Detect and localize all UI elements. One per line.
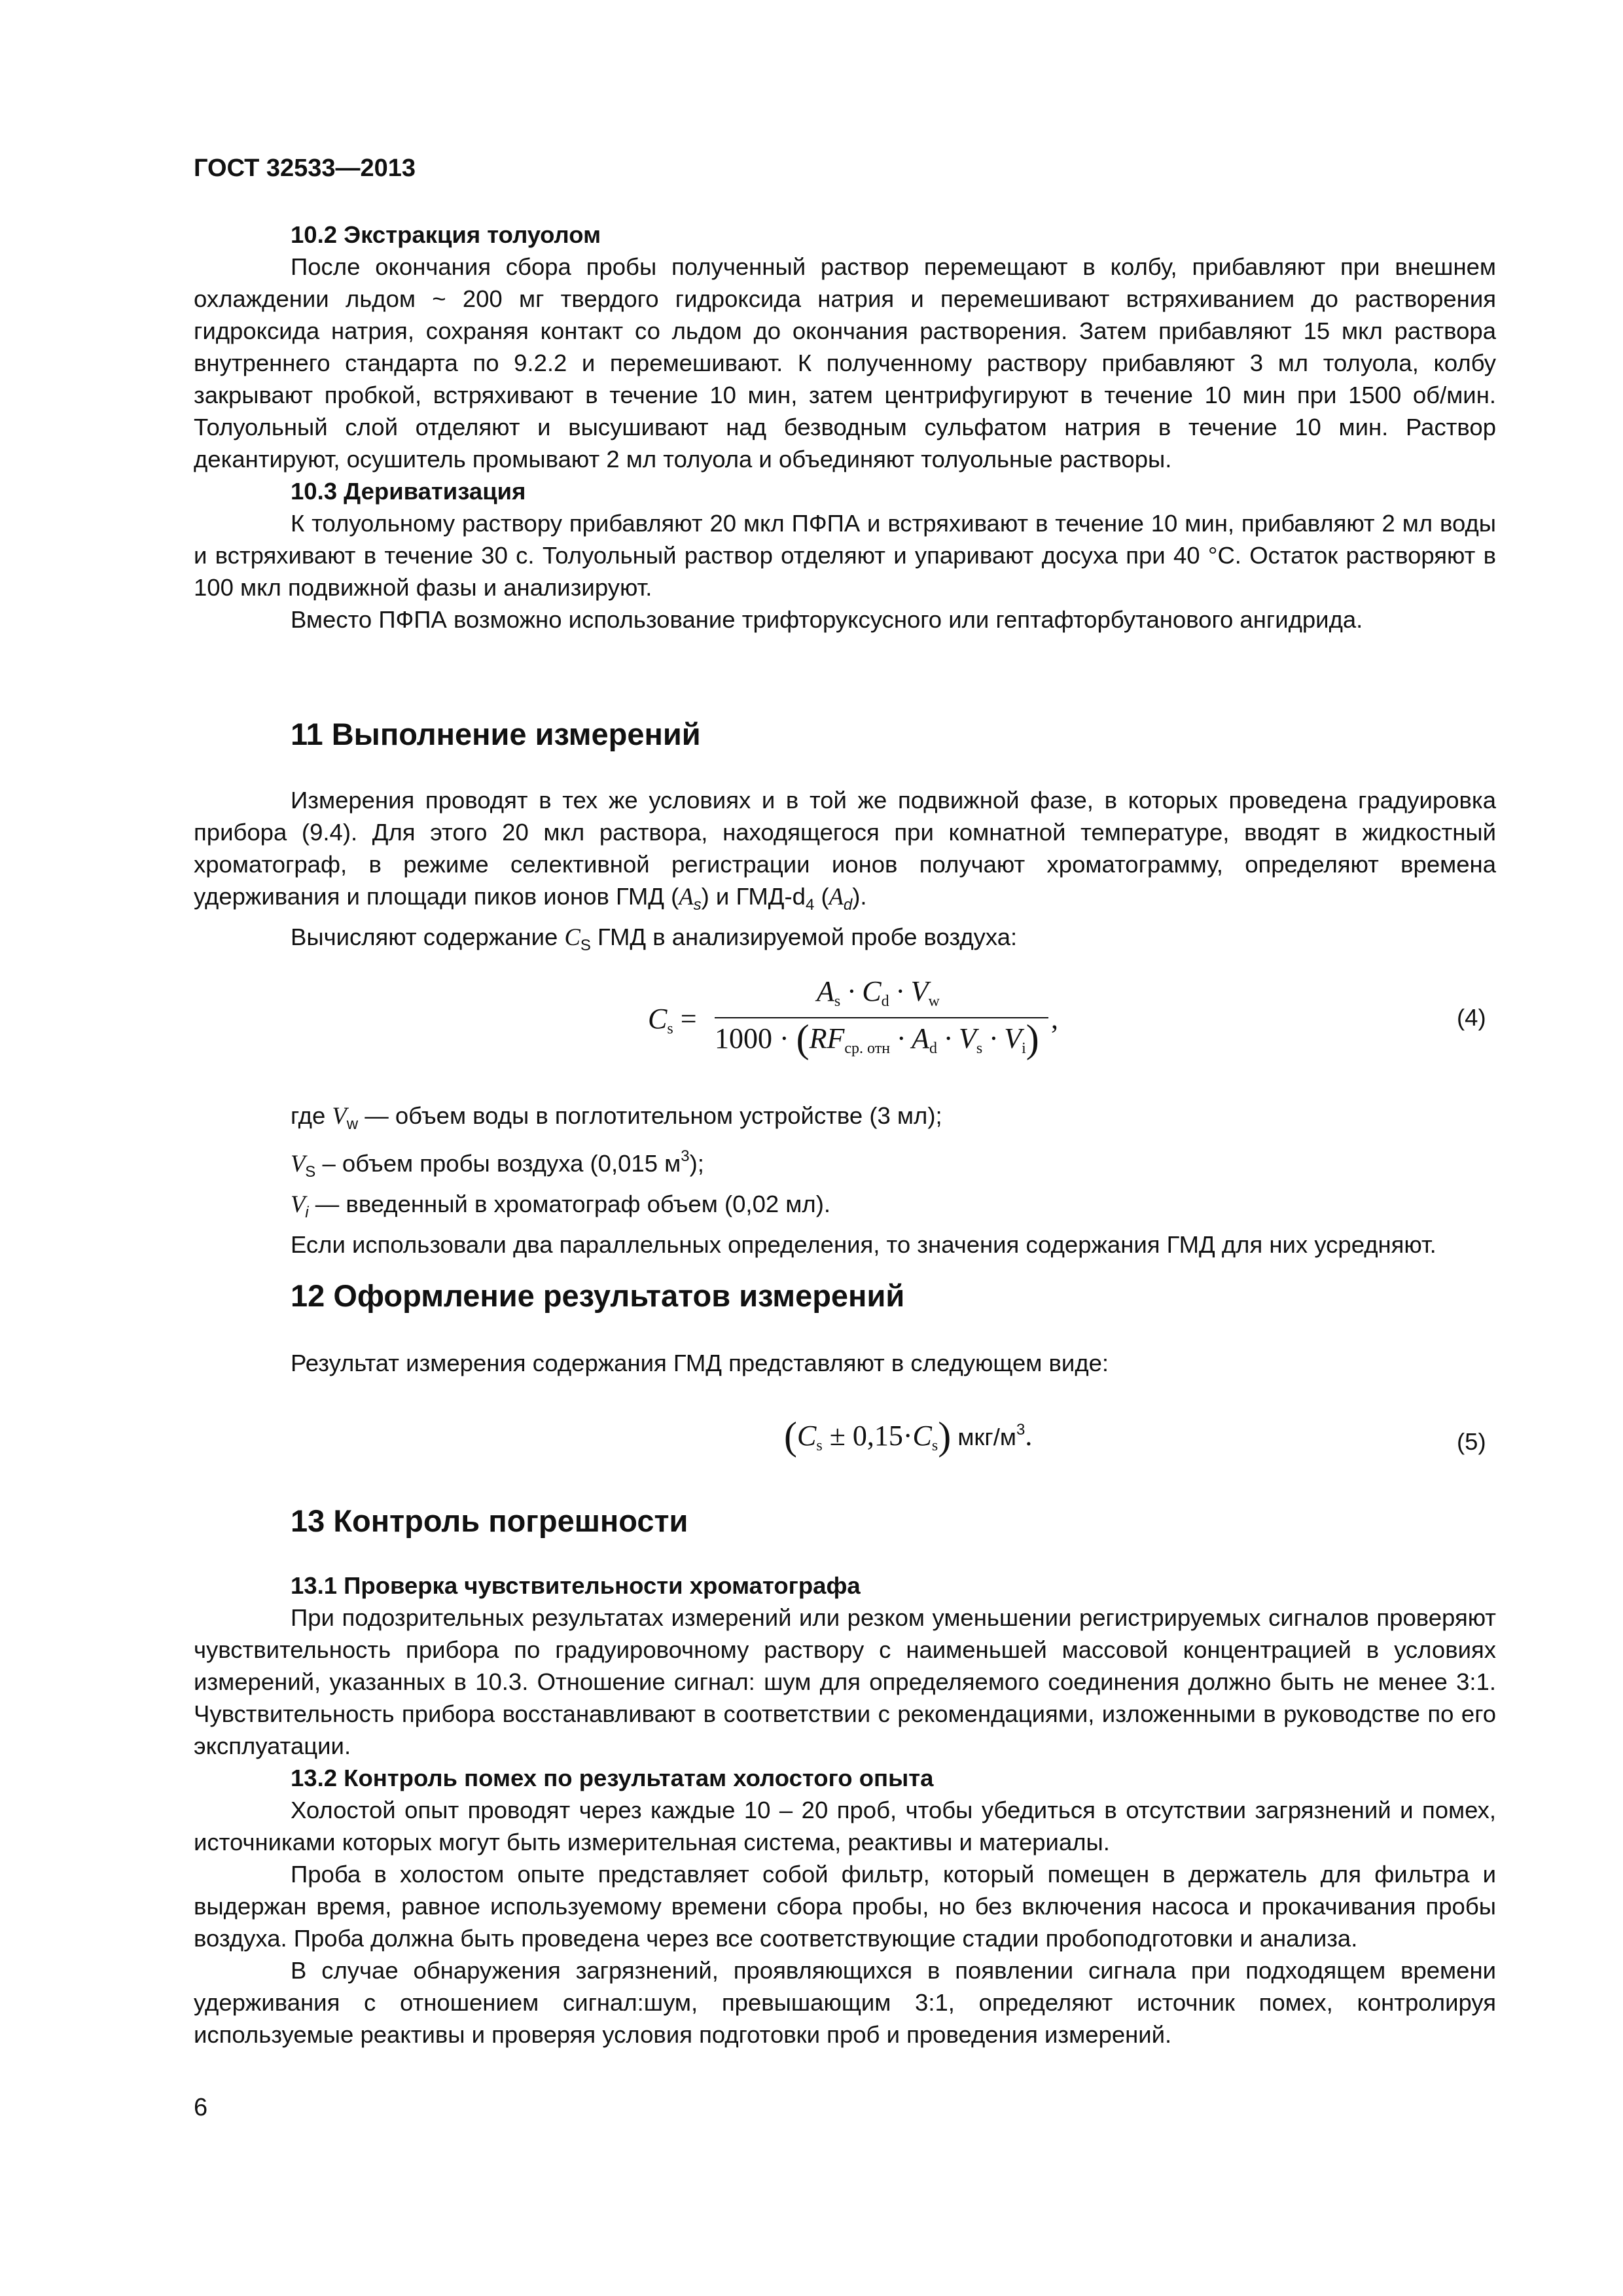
formula-5: $(C_s \pm 0,15\cdot C_s)$ мкг/$м^3$.	[784, 1414, 1033, 1458]
heading-13-2: 13.2 Контроль помех по результатам холостого опыта	[291, 1765, 934, 1791]
formula-5-number: (5)	[1457, 1428, 1486, 1455]
heading-11: 11 Выполнение измерений	[291, 717, 701, 751]
section-10-block	[194, 219, 1496, 636]
paragraph-13-2-2: Проба в холостом опыте представляет собой фильтр, который помещен в держатель для фильтра и выдержан время, равное используемому времени сбора пробы, но без включения насоса и прокачивания пробы воздуха. Проба должна быть проведена через все соответствующие стадии пробоподготовки и анализа.	[194, 1861, 1496, 1952]
where-vs: $V_S$ – объем пробы воздуха (0,015 $м^3$);	[291, 1147, 704, 1181]
section-11-where-block	[194, 1100, 1496, 1261]
paragraph-12-1: Результат измерения содержания ГМД представляют в следующем виде:	[291, 1350, 1109, 1376]
formula-4: $C_s$ = $A_s \cdot C_d \cdot V_w$ $1000 \cdot (RF_{ср. отн} \cdot A_d \cdot V_s \cdot V_i)$ ,	[648, 975, 1058, 1060]
section-12-heading-block	[194, 1276, 1496, 1316]
where-vw: где $V_w$ — объем воды в поглотительном устройстве (3 мл);	[291, 1102, 942, 1133]
section-11-heading-block	[194, 715, 1496, 754]
standard-code-header: ГОСТ 32533—2013	[194, 154, 416, 182]
section-12-text-block	[194, 1347, 1496, 1379]
formula-4-number: (4)	[1457, 1004, 1486, 1031]
paragraph-10-3-1: К толуольному раствору прибавляют 20 мкл ПФПА и встряхивают в течение 10 мин, прибавляют 2 мл воды и встряхивают в течение 30 с. Толуольный раствор отделяют и упаривают досуха при 40 °С. Остаток растворяют в 100 мкл подвижной фазы и анализируют.	[194, 510, 1496, 601]
paragraph-13-2-3: В случае обнаружения загрязнений, проявляющихся в появлении сигнала при подходящем времени удерживания с отношением сигнал:шум, превышающим 3:1, определяют источник помех, контролируя используемые реактивы и проверяя условия подготовки проб и проведения измерений.	[194, 1957, 1496, 2048]
paragraph-11-1: Измерения проводят в тех же условиях и в той же подвижной фазе, в которых проведена градуировка прибора (9.4). Для этого 20 мкл раствора, находящегося при комнатной температуре, вводят в жидкостный хроматограф, в режиме селективной регистрации ионов получают хроматограмму, определяют времена удерживания и площади пиков ионов ГМД $(A_s)$ и ГМД-$d_4$ $(A_d)$.	[194, 787, 1496, 914]
heading-10-2: 10.2 Экстракция толуолом	[291, 221, 601, 248]
section-13-heading-block	[194, 1501, 1496, 1541]
section-11-text-block	[194, 784, 1496, 961]
heading-12: 12 Оформление результатов измерений	[291, 1278, 905, 1313]
paragraph-13-2-1: Холостой опыт проводят через каждые 10 – 20 проб, чтобы убедиться в отсутствии загрязнений и помех, источниками которых могут быть измерительная система, реактивы и материалы.	[194, 1797, 1496, 1856]
section-13-text-block	[194, 1570, 1496, 2051]
paragraph-13-1: При подозрительных результатах измерений или резком уменьшении регистрируемых сигналов проверяют чувствительность прибора по градуировочному раствору с наименьшей массовой концентрацией в условиях измерений, указанных в 10.3. Отношение сигнал: шум для определяемого соединения должно быть не менее 3:1. Чувствительность прибора восстанавливают в соответствии с рекомендациями, изложенными в руководстве по его эксплуатации.	[194, 1604, 1496, 1759]
heading-10-3: 10.3 Дериватизация	[291, 478, 526, 505]
paragraph-11-2: Вычисляют содержание $C_S$ ГМД в анализируемой пробе воздуха:	[291, 924, 1018, 954]
fraction-bar	[715, 1017, 1048, 1018]
paragraph-10-3-2: Вместо ПФПА возможно использование трифторуксусного или гептафторбутанового ангидрида.	[291, 606, 1363, 633]
paragraph-10-2: После окончания сбора пробы полученный раствор перемещают в колбу, прибавляют при внешнем охлаждении льдом ~ 200 мг твердого гидроксида натрия и перемешивают встряхиванием до растворения гидроксида натрия, сохраняя контакт со льдом до окончания растворения. Затем прибавляют 15 мкл раствора внутреннего стандарта по 9.2.2 и перемешивают. К полученному раствору прибавляют 3 мл толуола, колбу закрывают пробкой, встряхивают в течение 10 мин, затем центрифугируют в течение 10 мин при 1500 об/мин. Толуольный слой отделяют и высушивают над безводным сульфатом натрия в течение 10 мин. Раствор декантируют, осушитель промывают 2 мл толуола и объединяют толуольные растворы.	[194, 253, 1496, 473]
where-vi: $V_i$ — введенный в хроматограф объем (0,02 мл).	[291, 1191, 830, 1221]
page-number: 6	[194, 2094, 208, 2121]
paragraph-11-3: Если использовали два параллельных определения, то значения содержания ГМД для них усредняют.	[291, 1231, 1436, 1258]
heading-13: 13 Контроль погрешности	[291, 1503, 688, 1538]
heading-13-1: 13.1 Проверка чувствительности хроматографа	[291, 1572, 861, 1599]
